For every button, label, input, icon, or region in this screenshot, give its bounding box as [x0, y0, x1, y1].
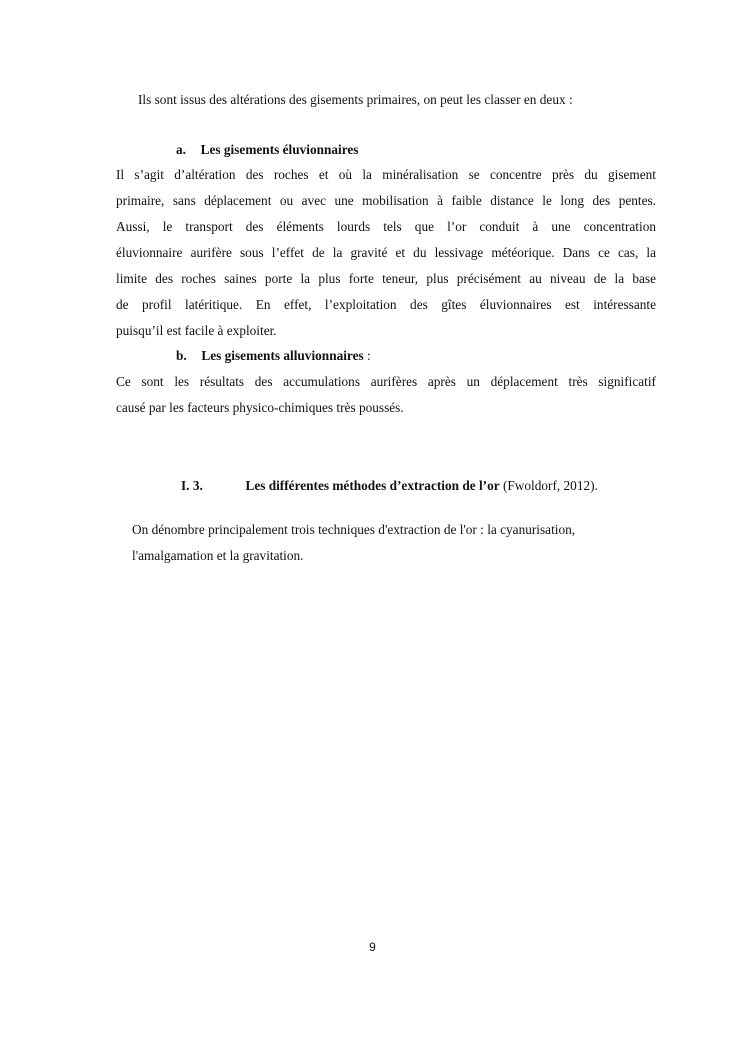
section-a-line: puisqu’il est facile à exploiter. — [116, 323, 277, 338]
section-a-title: Les gisements éluvionnaires — [200, 142, 359, 157]
section-i3-title: Les différentes méthodes d’extraction de l’or — [245, 478, 500, 493]
section-a-line: de profil latéritique. En effet, l’exploitation des gîtes éluvionnaires est intéressante — [116, 297, 656, 312]
section-a-line: éluvionnaire aurifère sous l’effet de la gravité et du lessivage météorique. Dans ce cas, la — [116, 245, 656, 260]
section-i3-heading — [181, 478, 598, 494]
section-i3-line: l'amalgamation et la gravitation. — [132, 548, 304, 563]
section-a-line: Il s’agit d’altération des roches et où la minéralisation se concentre près du gisement — [116, 167, 656, 182]
section-a-line: primaire, sans déplacement ou avec une mobilisation à faible distance le long des pentes. — [116, 193, 656, 208]
page-number: 9 — [369, 940, 376, 954]
section-i3-number: I. 3. — [181, 478, 203, 493]
intro-paragraph: Ils sont issus des altérations des gisements primaires, on peut les classer en deux : — [138, 92, 573, 107]
section-b-heading — [176, 348, 371, 364]
section-b-line: Ce sont les résultats des accumulations aurifères après un déplacement très significatif — [116, 374, 656, 389]
section-a-heading — [176, 142, 358, 158]
section-a-marker: a. — [176, 142, 186, 157]
section-a-line: limite des roches saines porte la plus forte teneur, plus précisément au niveau de la base — [116, 271, 656, 286]
section-i3-line: On dénombre principalement trois techniques d'extraction de l'or : la cyanurisation, — [132, 522, 576, 537]
section-b-line: causé par les facteurs physico-chimiques très poussés. — [116, 400, 404, 415]
section-a-line: Aussi, le transport des éléments lourds tels que l’or conduit à une concentration — [116, 219, 656, 234]
section-b-title: Les gisements alluvionnaires — [201, 348, 364, 363]
section-i3-citation: (Fwoldorf, 2012). — [499, 478, 598, 493]
section-b-marker: b. — [176, 348, 187, 363]
section-b-suffix: : — [363, 348, 371, 363]
